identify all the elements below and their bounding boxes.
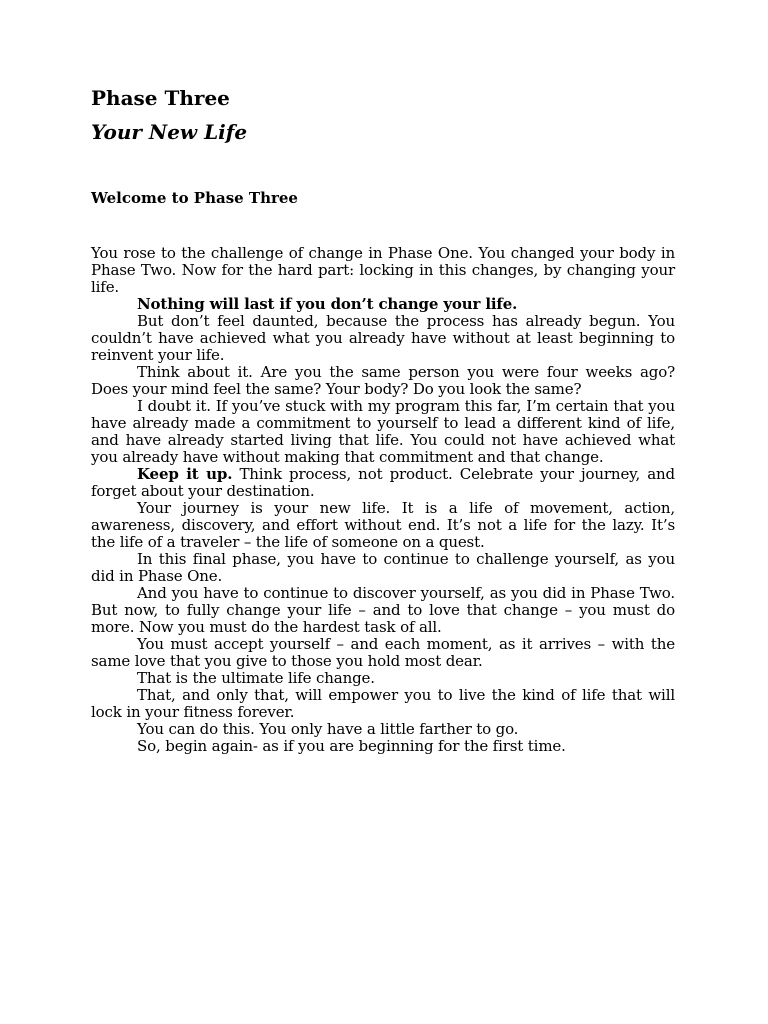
paragraph: Keep it up. Think process, not product. Celebrate your journey, and forget about your destination.	[91, 465, 675, 500]
paragraph: Your journey is your new life. It is a life of movement, action, awareness, discovery, and effort without end. It’s not a life for the lazy. It’s the life of a traveler – the life of someone on a quest.	[91, 499, 675, 551]
paragraph: In this final phase, you have to continue to challenge yourself, as you did in Phase One.	[91, 550, 675, 585]
paragraph: You can do this. You only have a little farther to go.	[137, 720, 519, 738]
paragraph: So, begin again- as if you are beginning for the first time.	[137, 737, 566, 755]
paragraph: That is the ultimate life change.	[137, 669, 375, 687]
paragraph: I doubt it. If you’ve stuck with my program this far, I’m certain that you have already made a commitment to yourself to lead a different kind of life, and have already started living that life. You could not have achieved what you already have without making that commitment and that change.	[91, 397, 675, 466]
page-subtitle: Your New Life	[91, 120, 248, 144]
body-text	[91, 245, 675, 755]
paragraph: You must accept yourself – and each moment, as it arrives – with the same love that you give to those you hold most dear.	[91, 635, 675, 670]
paragraph: But don’t feel daunted, because the process has already begun. You couldn’t have achieved what you already have without at least beginning to reinvent your life.	[91, 312, 675, 364]
paragraph: You rose to the challenge of change in Phase One. You changed your body in Phase Two. Now for the hard part: locking in this changes, by changing your life.	[91, 244, 675, 296]
section-heading: Welcome to Phase Three	[91, 189, 298, 207]
emphasis: Keep it up.	[137, 465, 233, 483]
paragraph: Think about it. Are you the same person you were four weeks ago? Does your mind feel the same? Your body? Do you look the same?	[91, 363, 675, 398]
paragraph: And you have to continue to discover yourself, as you did in Phase Two. But now, to fully change your life – and to love that change – you must do more. Now you must do the hardest task of all.	[91, 584, 675, 636]
page-title: Phase Three	[91, 86, 230, 110]
emphasis: Nothing will last if you don’t change your life.	[137, 295, 518, 313]
paragraph: That, and only that, will empower you to live the kind of life that will lock in your fitness forever.	[91, 686, 675, 721]
paragraph	[91, 296, 675, 313]
